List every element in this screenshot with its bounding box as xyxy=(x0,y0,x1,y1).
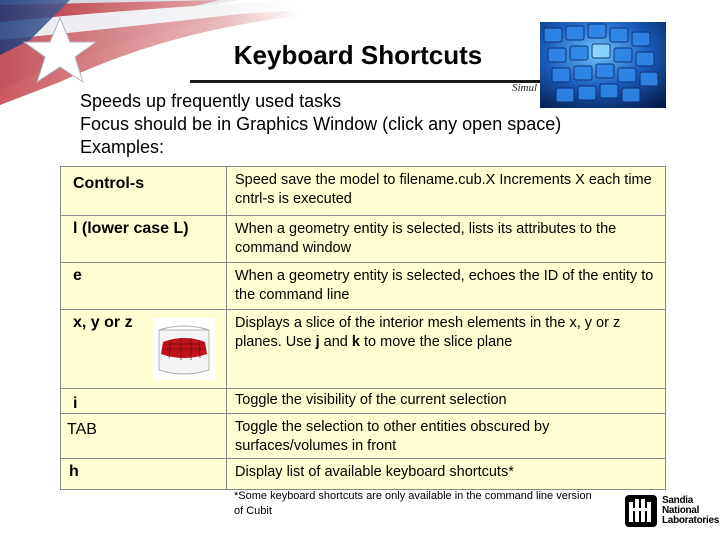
table-row xyxy=(61,388,665,413)
shortcut-description: Toggle the selection to other entities obscured by surfaces/volumes in front xyxy=(235,419,550,454)
intro-line: Speeds up frequently used tasks xyxy=(80,91,342,111)
thunderbird-icon xyxy=(624,494,658,528)
shortcut-description: When a geometry entity is selected, echoes the ID of the entity to the command line xyxy=(235,268,654,303)
table-row xyxy=(61,458,665,489)
table-row xyxy=(61,309,665,388)
footnote: *Some keyboard shortcuts are only available in the command line version of Cubit xyxy=(234,490,592,517)
table-row xyxy=(61,262,665,309)
shortcut-key: i xyxy=(61,389,227,413)
shortcut-key: x, y or z xyxy=(73,314,133,331)
mesh-slice-icon xyxy=(153,318,215,380)
shortcut-key: h xyxy=(61,459,227,489)
logo-line: Laboratories xyxy=(662,515,719,526)
photo-caption: Simul xyxy=(512,82,538,94)
intro-text xyxy=(80,90,561,159)
shortcut-key-cell xyxy=(61,310,227,388)
table-row xyxy=(61,413,665,458)
shortcut-description: When a geometry entity is selected, lists its attributes to the command window xyxy=(235,221,617,256)
intro-line: Examples: xyxy=(80,137,165,157)
shortcut-table xyxy=(60,166,666,490)
shortcut-key: Control-s xyxy=(61,167,227,215)
shortcut-description: Speed save the model to filename.cub.X Increments X each time cntrl-s is executed xyxy=(235,172,652,207)
logo-text xyxy=(662,496,719,526)
shortcut-description: Display list of available keyboard shortcuts* xyxy=(235,464,514,480)
shortcut-key: l (lower case L) xyxy=(61,216,227,262)
key-j: j xyxy=(315,334,320,350)
logo-line: Sandia xyxy=(662,495,693,506)
shortcut-key: e xyxy=(61,263,227,309)
description-text: Displays a slice of the interior mesh elements in the x, y or z planes. Use xyxy=(235,315,621,350)
shortcut-description xyxy=(227,310,665,388)
logo-line: National xyxy=(662,505,700,516)
intro-line: Focus should be in Graphics Window (click any open space) xyxy=(80,114,562,134)
table-row xyxy=(61,167,665,215)
description-text: and xyxy=(319,334,352,350)
shortcut-key: TAB xyxy=(61,414,227,458)
description-text: to move the slice plane xyxy=(359,334,513,350)
shortcut-description: Toggle the visibility of the current selection xyxy=(235,392,507,408)
slide-title: Keyboard Shortcuts xyxy=(233,40,483,70)
key-k: k xyxy=(351,334,360,350)
table-row xyxy=(61,215,665,262)
sandia-logo xyxy=(624,494,719,528)
